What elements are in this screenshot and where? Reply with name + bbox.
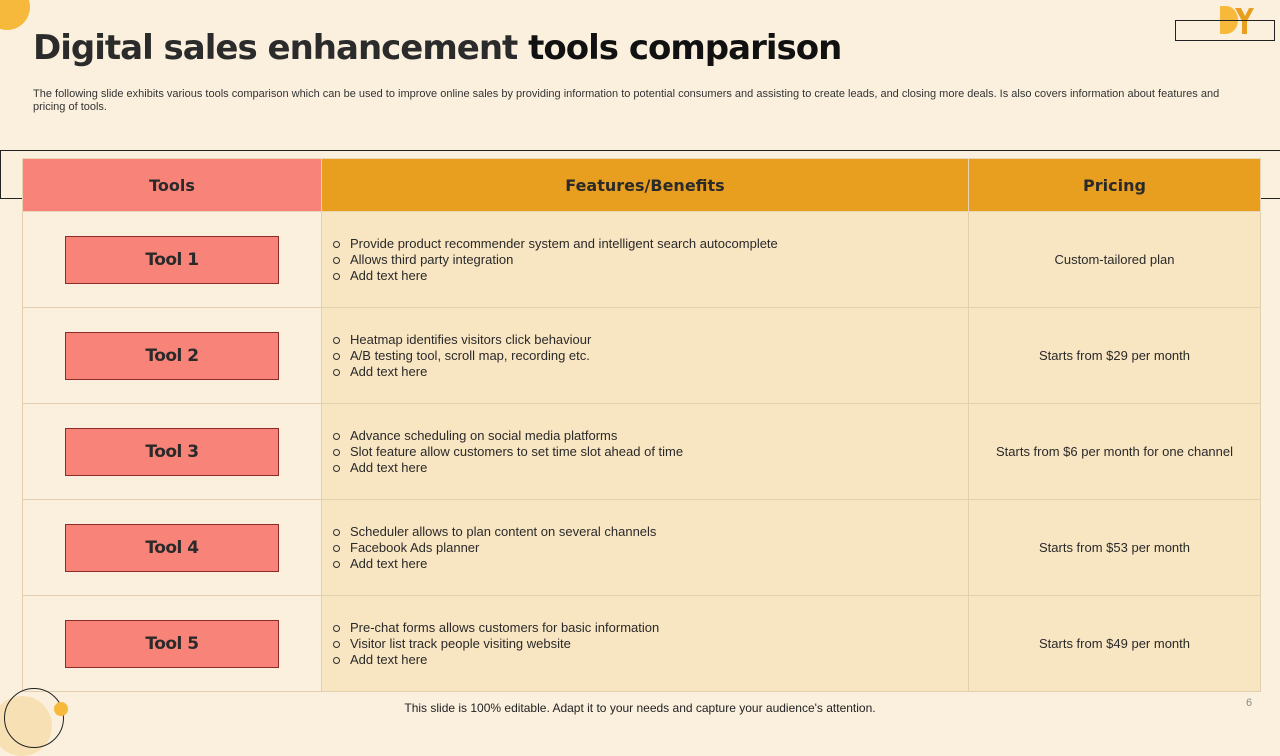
tool-cell bbox=[23, 404, 322, 500]
tool-cell bbox=[23, 596, 322, 692]
logo-frame bbox=[1175, 20, 1275, 41]
features-cell bbox=[322, 308, 969, 404]
features-list bbox=[332, 524, 967, 572]
features-cell bbox=[322, 404, 969, 500]
tool-cell bbox=[23, 308, 322, 404]
decorative-circle-top-left bbox=[0, 0, 30, 30]
features-list bbox=[332, 332, 967, 380]
table-row bbox=[23, 500, 1261, 596]
header-pricing: Pricing bbox=[969, 159, 1261, 212]
title-part-1: Digital sales enhancement bbox=[33, 28, 518, 68]
features-cell bbox=[322, 596, 969, 692]
feature-item: Heatmap identifies visitors click behaviour bbox=[332, 332, 967, 348]
decorative-circle-bottom-ring bbox=[4, 688, 64, 748]
pricing-cell: Starts from $49 per month bbox=[969, 596, 1261, 692]
header-features: Features/Benefits bbox=[322, 159, 969, 212]
table-row bbox=[23, 308, 1261, 404]
feature-item: Visitor list track people visiting website bbox=[332, 636, 967, 652]
comparison-table bbox=[22, 158, 1261, 692]
table-row bbox=[23, 596, 1261, 692]
feature-item: Advance scheduling on social media platforms bbox=[332, 428, 967, 444]
tool-label: Tool 3 bbox=[65, 428, 279, 476]
tool-cell bbox=[23, 212, 322, 308]
feature-item: Slot feature allow customers to set time slot ahead of time bbox=[332, 444, 967, 460]
page-number: 6 bbox=[1246, 697, 1253, 709]
tool-cell bbox=[23, 500, 322, 596]
table-row bbox=[23, 212, 1261, 308]
title-part-2: tools comparison bbox=[528, 28, 842, 68]
slide-description: The following slide exhibits various tools comparison which can be used to improve online sales by providing information to potential consumers and assisting to create leads, and closing more deals. Is also covers information about features and pricing of tools. bbox=[33, 88, 1220, 113]
features-list bbox=[332, 428, 967, 476]
feature-item: Add text here bbox=[332, 652, 967, 668]
feature-item: Facebook Ads planner bbox=[332, 540, 967, 556]
header-tools: Tools bbox=[23, 159, 322, 212]
tool-label: Tool 1 bbox=[65, 236, 279, 284]
features-cell bbox=[322, 500, 969, 596]
feature-item: Add text here bbox=[332, 556, 967, 572]
features-list bbox=[332, 620, 967, 668]
feature-item: Pre-chat forms allows customers for basic information bbox=[332, 620, 967, 636]
feature-item: A/B testing tool, scroll map, recording etc. bbox=[332, 348, 967, 364]
tool-label: Tool 5 bbox=[65, 620, 279, 668]
tool-label: Tool 4 bbox=[65, 524, 279, 572]
tool-label: Tool 2 bbox=[65, 332, 279, 380]
table-header-row bbox=[23, 159, 1261, 212]
feature-item: Add text here bbox=[332, 364, 967, 380]
feature-item: Provide product recommender system and intelligent search autocomplete bbox=[332, 236, 967, 252]
pricing-cell: Starts from $6 per month for one channel bbox=[969, 404, 1261, 500]
features-list bbox=[332, 236, 967, 284]
page-title bbox=[33, 28, 841, 68]
pricing-cell: Starts from $53 per month bbox=[969, 500, 1261, 596]
feature-item: Allows third party integration bbox=[332, 252, 967, 268]
pricing-cell: Starts from $29 per month bbox=[969, 308, 1261, 404]
pricing-cell: Custom-tailored plan bbox=[969, 212, 1261, 308]
feature-item: Add text here bbox=[332, 268, 967, 284]
table-row bbox=[23, 404, 1261, 500]
feature-item: Add text here bbox=[332, 460, 967, 476]
features-cell bbox=[322, 212, 969, 308]
footer-note: This slide is 100% editable. Adapt it to your needs and capture your audience's attention. bbox=[404, 701, 876, 715]
feature-item: Scheduler allows to plan content on several channels bbox=[332, 524, 967, 540]
